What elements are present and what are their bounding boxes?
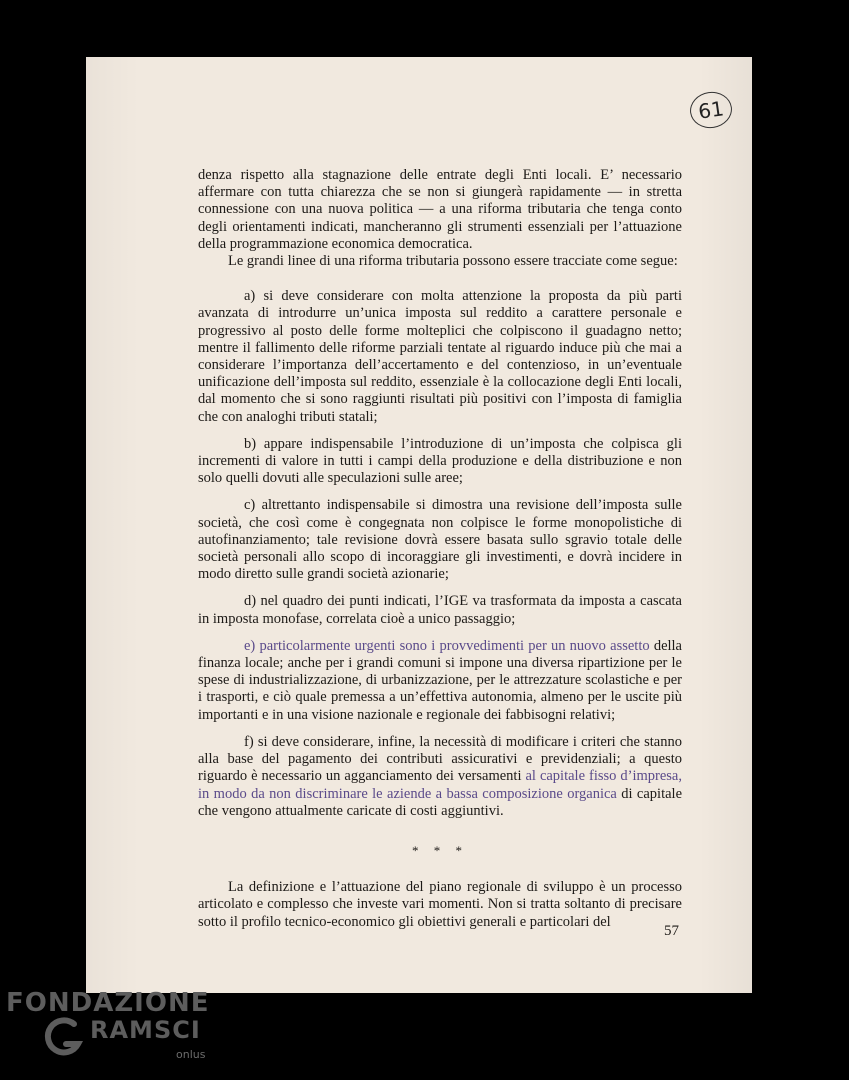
paragraph-intro-continuation: denza rispetto alla stagnazione delle entrate degli Enti locali. E’ necessario affermare con tutta chiarezza che se non si giungerà rapidamente — in stretta connessione con una nuova politica — a una riforma tributaria che tenga conto degli orientamenti indicati, mancheranno gli strumenti essenziali per l’attuazione della programmazione economica democratica.: [198, 167, 682, 252]
handwritten-folio-mark: 61: [688, 89, 735, 130]
document-page: [86, 57, 752, 993]
watermark-line-2: RAMSCI: [90, 1016, 201, 1044]
list-item-a: a) si deve considerare con molta attenzione la proposta da più parti avanzata di introdurre un’unica imposta sul reddito a carattere personale e progressivo al posto delle forme molteplici che colpiscono il guadagno netto; mentre il fallimento delle riforme parziali tentate al riguardo induce più che mai a considerare l’importanza dell’accertamento e del contenzioso, in un’eventuale unificazione dell’imposta sul reddito, essenziale è la collocazione degli Enti locali, dal momento che si sono raggiunti risultati più positivi con l’imposta di famiglia che con analoghi tributi statali;: [198, 288, 682, 425]
paragraph-regional-plan: La definizione e l’attuazione del piano regionale di sviluppo è un processo articolato e complesso che investe vari momenti. Non si tratta soltanto di precisare sotto il profilo tecnico-economico gli obiettivi generali e particolari del: [198, 879, 682, 930]
highlighted-text: al capitale fisso d’impresa, in modo da non discriminare le aziende a bassa composizione organica: [198, 768, 682, 802]
list-item-e: [198, 638, 682, 724]
g-swoosh-icon: [40, 1014, 86, 1060]
page-body-text: [198, 167, 682, 931]
list-item-f-text-2: di capitale che vengono attualmente caricate di costi aggiuntivi.: [198, 785, 683, 819]
list-item-d: d) nel quadro dei punti indicati, l’IGE va trasformata da imposta a cascata in imposta monofase, correlata cioè a unico passaggio;: [198, 593, 682, 627]
section-separator: * * *: [412, 842, 468, 858]
paragraph-reform-lines: Le grandi linee di una riforma tributaria possono essere tracciate come segue:: [228, 253, 678, 270]
list-item-c: c) altrettanto indispensabile si dimostra una revisione dell’imposta sulle società, che così come è congegnata non colpisce le forme monopolistiche di autofinanziamento; tale revisione dovrà essere basata sullo sgravio totale delle società personali allo scopo di incoraggiare gli investimenti, e dovrà incidere in modo diretto sulle grandi società azionarie;: [198, 497, 682, 583]
watermark-line-1: FONDAZIONE: [6, 988, 210, 1018]
list-item-e-text: della finanza locale; anche per i grandi comuni si impone una diversa ripartizione per le spese di industrializzazione, di urbanizzazione, per le attrezzature scolastiche e per i trasporti, e ciò quale premessa a un’effettiva autonomia, almeno per le uscite più importanti e in una visione nazionale e regionale dei fabbisogni relativi;: [198, 637, 682, 723]
list-item-f-text-1: f) si deve considerare, infine, la necessità di modificare i criteri che stanno alla base del pagamento dei contributi assicurativi e previdenziali; a questo riguardo è necessario un agganciamento dei versamenti: [198, 733, 682, 785]
highlighted-text: e) particolarmente urgenti sono i provvedimenti per un nuovo assetto: [244, 637, 650, 654]
list-item-b: b) appare indispensabile l’introduzione di un’imposta che colpisca gli incrementi di valore in tutti i campi della produzione e della distribuzione e non solo quelli dovuti alle speculazioni sulle aree;: [198, 435, 682, 487]
watermark-logo: [6, 988, 216, 1068]
page-number: 57: [664, 923, 679, 939]
list-item-f: [198, 734, 682, 820]
watermark-line-3: onlus: [176, 1048, 206, 1061]
